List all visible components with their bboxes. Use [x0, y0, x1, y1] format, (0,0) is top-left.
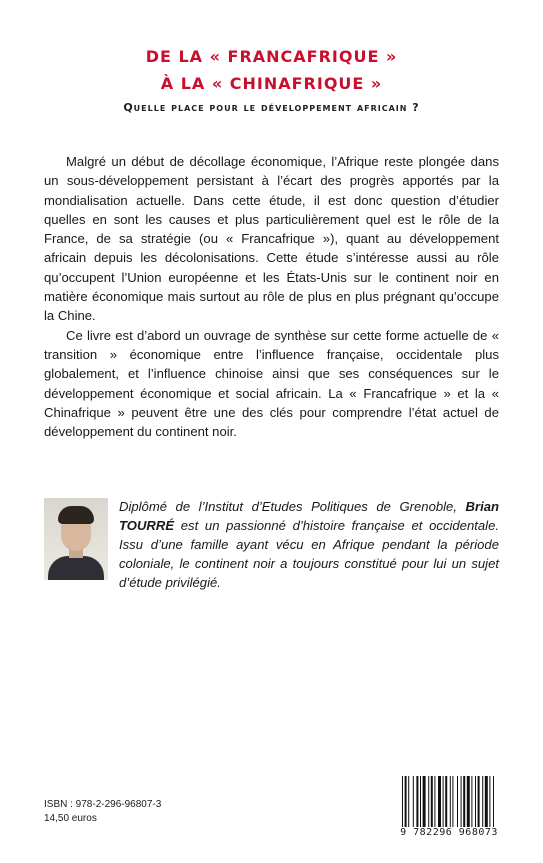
summary-paragraph-2: Ce livre est d’abord un ouvrage de synthèse sur cette forme actuelle de « transition » économique entre l’influence française, occidentale plus globalement, et l’influence chinoise ainsi que ses conséquences sur le développement économique et social africain. La « Francafrique » et la « Chinafrique » peuvent être une des clés pour comprendre l’état actuel de développement du continent noir. — [44, 327, 499, 440]
author-bio — [119, 497, 499, 592]
barcode — [398, 776, 500, 846]
book-title-line1: DE LA « FRANCAFRIQUE » — [145, 47, 398, 66]
book-title-line2: À LA « CHINAFRIQUE » — [160, 74, 383, 93]
summary-text — [44, 152, 499, 441]
barcode-bars-graphic — [398, 776, 500, 832]
summary-paragraph-1: Malgré un début de décollage économique, l’Afrique reste plongée dans un sous-développement persistant à l’écart des progrès apportés par la mondialisation actuelle. Dans cette étude, il est donc question d’étudier quelles en sont les causes et plus particulièrement quel est le rôle de la France, de sa stratégie (ou « Francafrique »), quant au développement africain depuis les décolonisations. Cette étude s’intéresse aussi au rôle qu’occupent l’Union européenne et les États-Unis sur le continent noir en matière économique mais surtout au rôle de plus en plus prégnant qu’occupe la Chine. — [44, 154, 499, 324]
isbn-text: ISBN : 978-2-296-96807-3 — [44, 799, 162, 810]
barcode-number: 9 782296 968073 — [398, 827, 500, 838]
author-bio-rest: est un passionné d’histoire française et occidentale. Issu d’une famille ayant vécu en Afrique pendant la période coloniale, le continent noir a toujours constitué pour lui un sujet d’étude privilégié. — [119, 518, 499, 591]
price-text: 14,50 euros — [44, 813, 97, 824]
author-bio-intro: Diplômé de l’Institut d’Etudes Politiques de Grenoble, — [119, 499, 466, 514]
author-photo — [44, 498, 108, 580]
book-subtitle: Quelle place pour le développement africain ? — [123, 101, 420, 114]
author-name: Brian TOURRÉ — [119, 499, 499, 534]
